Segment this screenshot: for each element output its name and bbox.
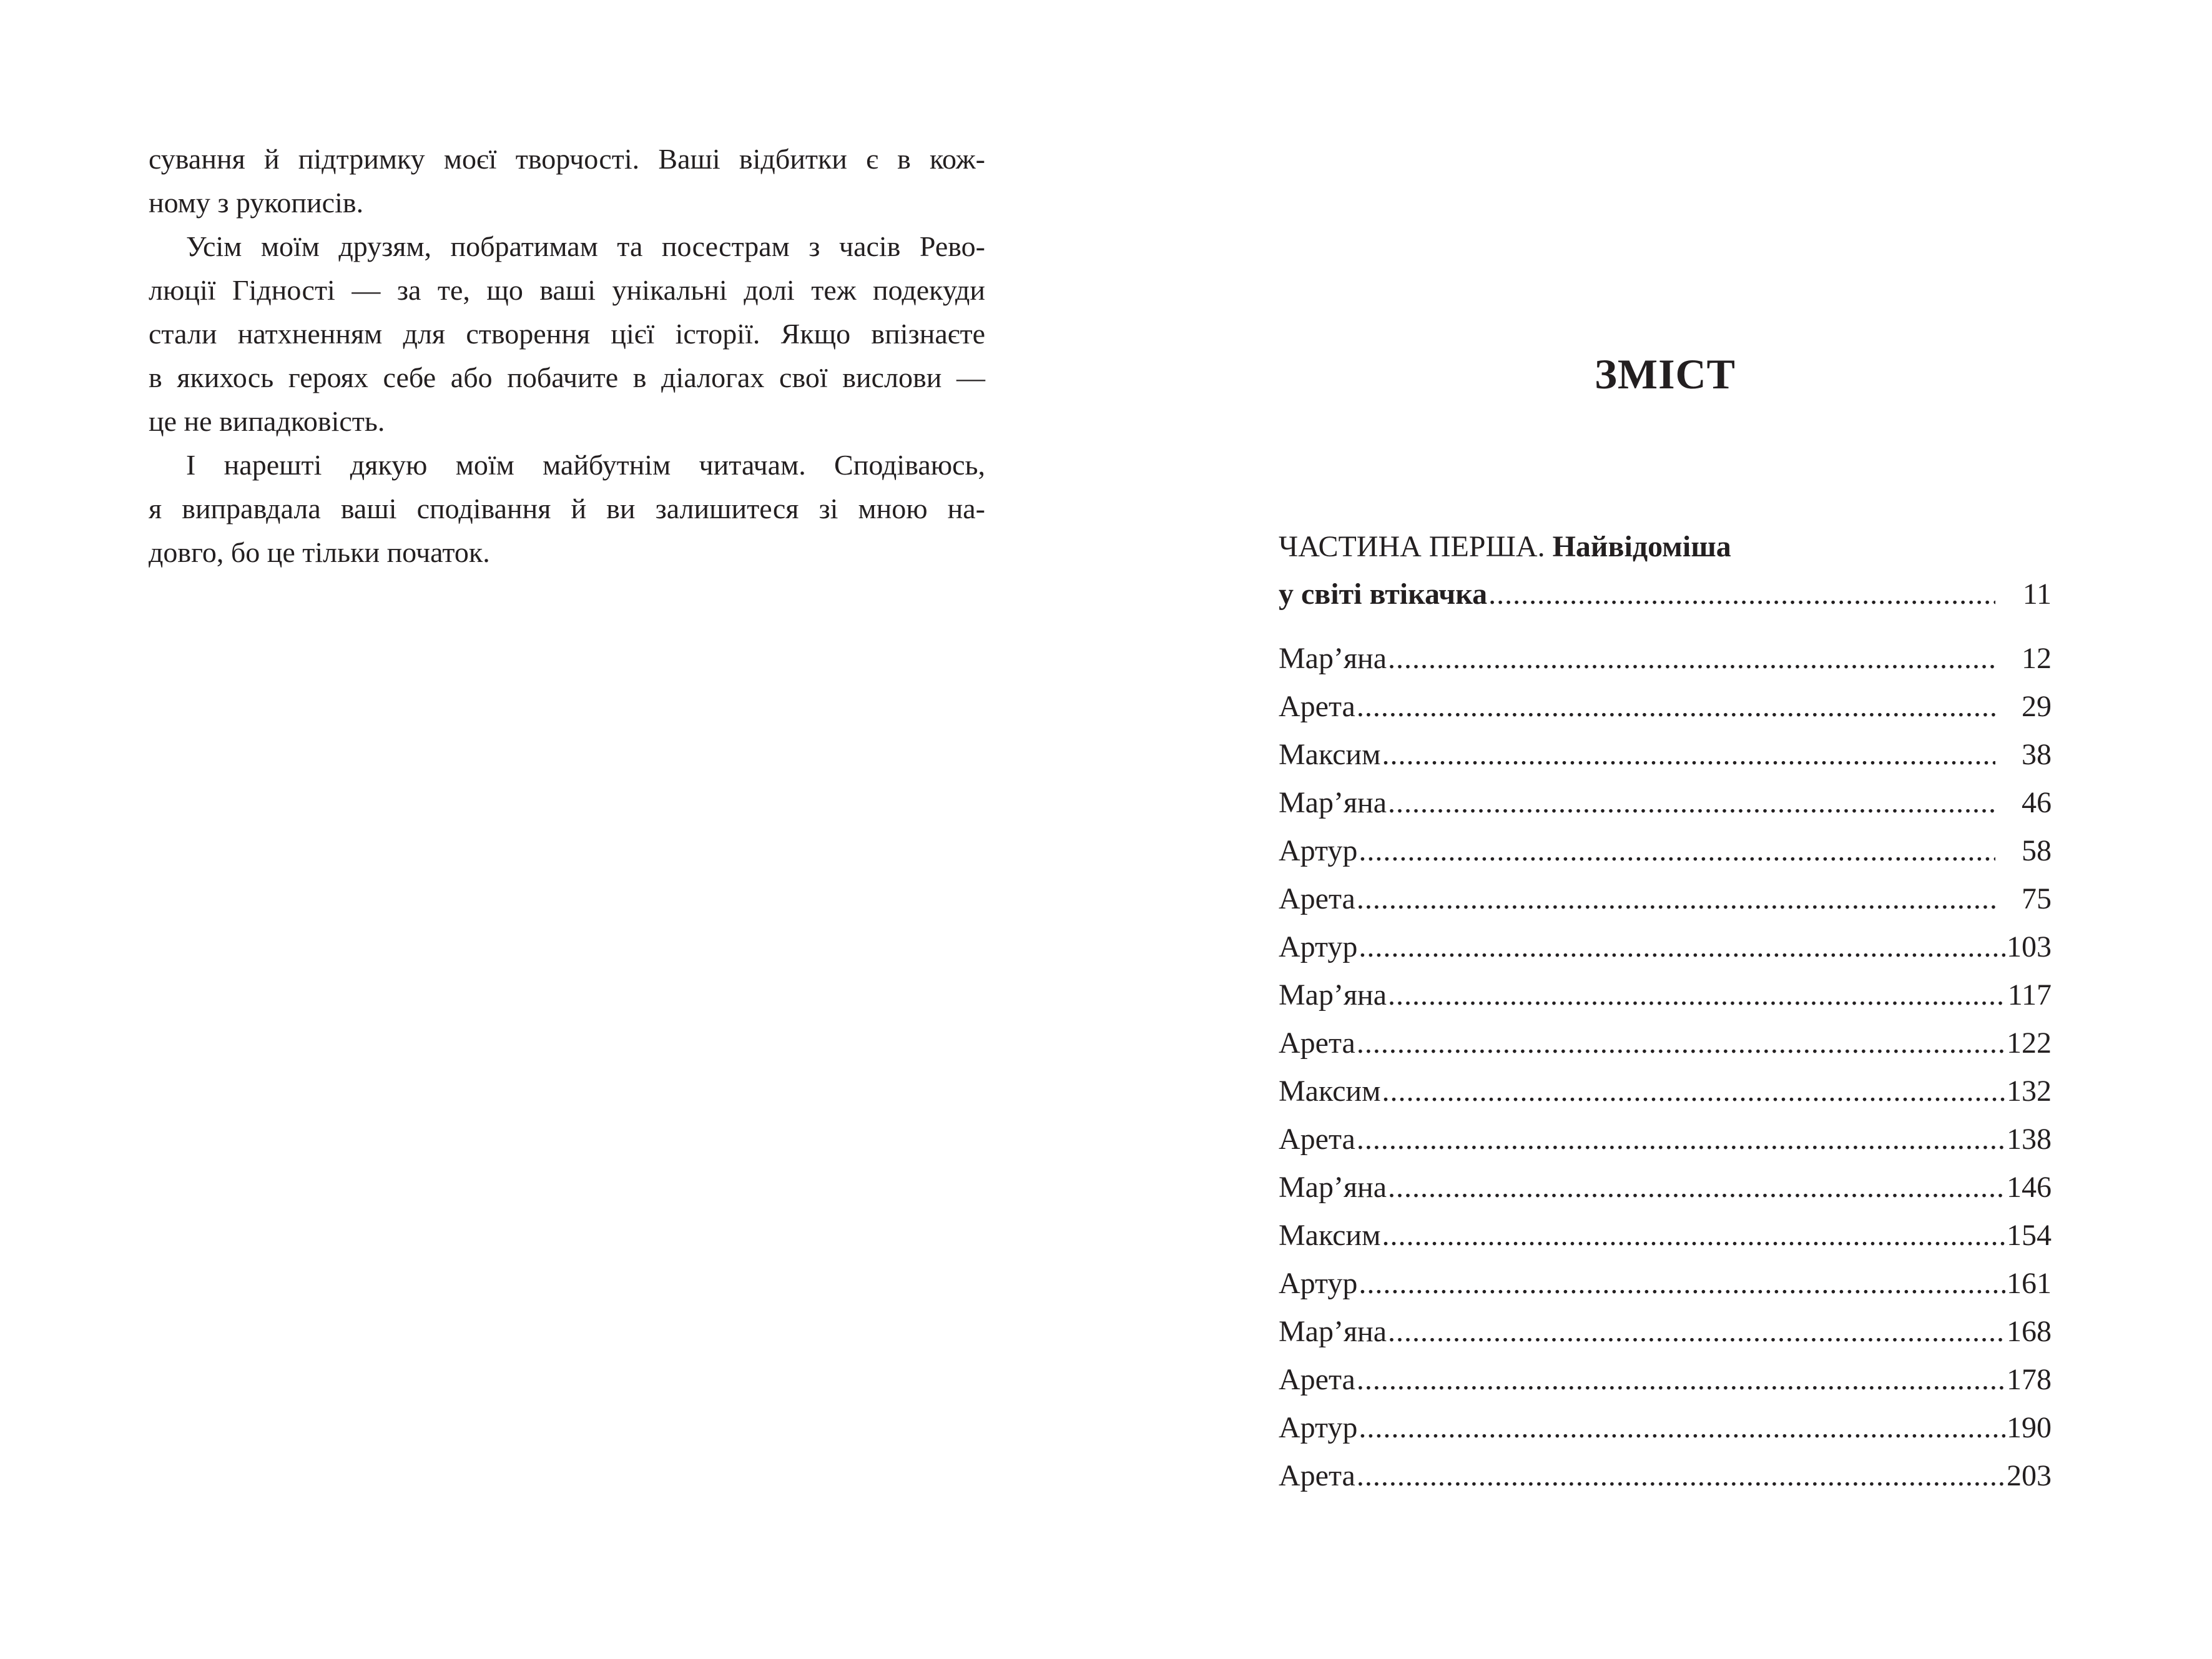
dot-leader <box>1359 1404 2005 1452</box>
page-number: 178 <box>2007 1363 2052 1396</box>
toc-chapter-entry[interactable] <box>1279 1163 2052 1211</box>
dot-leader <box>1388 1163 2005 1211</box>
toc-chapter-entry[interactable] <box>1279 1067 2052 1115</box>
chapter-name: Максим <box>1279 738 1381 771</box>
toc-chapter-entry[interactable] <box>1279 1259 2052 1307</box>
chapter-name: Арета <box>1279 1123 1355 1156</box>
toc-chapter-entry[interactable] <box>1279 1019 2052 1067</box>
dot-leader <box>1388 1307 2005 1356</box>
toc-title: ЗМІСТ <box>1595 350 1736 398</box>
right-page <box>1279 0 2052 1659</box>
toc-chapter-entry[interactable] <box>1279 1452 2052 1500</box>
text-line: люції Гідності — за те, що ваші унікальні долі теж подекуди <box>149 274 985 306</box>
part-label: ЧАСТИНА ПЕРША. <box>1279 530 1545 563</box>
text-line: І нарешті дякую моїм майбутнім читачам. Сподіваюсь, <box>186 449 985 481</box>
dot-leader <box>1488 571 1995 618</box>
chapter-name: Артур <box>1279 1267 1358 1300</box>
dot-leader <box>1357 1019 2005 1067</box>
dot-leader <box>1382 1211 2005 1259</box>
paragraph-3 <box>149 443 985 574</box>
toc-chapter-entry[interactable] <box>1279 923 2052 971</box>
chapter-name: Мар’яна <box>1279 642 1387 675</box>
toc-chapter-entry[interactable] <box>1279 971 2052 1019</box>
chapter-name: Максим <box>1279 1075 1381 1108</box>
toc-chapter-entry[interactable] <box>1279 1307 2052 1356</box>
part-title-line2: у світі втікачка <box>1279 578 1488 611</box>
dot-leader <box>1388 971 2007 1019</box>
toc-chapter-entry[interactable] <box>1279 682 2052 731</box>
page-number: 12 <box>2022 642 2052 675</box>
page-number: 203 <box>2007 1459 2052 1492</box>
toc-chapter-entry[interactable] <box>1279 1211 2052 1259</box>
page-number: 103 <box>2007 930 2052 963</box>
toc-chapter-entry[interactable] <box>1279 1115 2052 1163</box>
toc-row <box>1279 571 2052 618</box>
page-number: 29 <box>2022 690 2052 723</box>
page-number: 132 <box>2007 1075 2052 1108</box>
toc-chapter-entry[interactable] <box>1279 1404 2052 1452</box>
chapter-name: Арета <box>1279 1363 1355 1396</box>
chapter-name: Мар’яна <box>1279 786 1387 819</box>
text-line: в якихось героях себе або побачите в діалогах свої вислови — <box>149 362 985 393</box>
dot-leader <box>1359 923 2005 971</box>
dot-leader <box>1382 1067 2005 1115</box>
page-number: 75 <box>2022 882 2052 915</box>
chapter-name: Арета <box>1279 882 1355 915</box>
toc-part-entry[interactable] <box>1279 523 2052 618</box>
toc-chapter-entry[interactable] <box>1279 827 2052 875</box>
toc-chapter-entry[interactable] <box>1279 875 2052 923</box>
page-number: 58 <box>2022 834 2052 867</box>
page-number: 38 <box>2022 738 2052 771</box>
text-line: ному з рукописів. <box>149 187 364 219</box>
page-number: 154 <box>2007 1219 2052 1252</box>
text-line: довго, бо це тільки початок. <box>149 536 490 568</box>
dot-leader <box>1359 827 1995 875</box>
dot-leader <box>1357 1452 2005 1500</box>
page-number: 161 <box>2007 1267 2052 1300</box>
chapter-list <box>1279 634 2052 1500</box>
paragraph-2 <box>149 225 985 443</box>
text-line: стали натхненням для створення цієї історії. Якщо впізнаєте <box>149 318 985 350</box>
text-line: це не випадковість. <box>149 405 385 437</box>
dot-leader <box>1388 779 1995 827</box>
chapter-name: Арета <box>1279 1026 1355 1060</box>
toc-chapter-entry[interactable] <box>1279 779 2052 827</box>
chapter-name: Артур <box>1279 930 1358 963</box>
toc-chapter-entry[interactable] <box>1279 731 2052 779</box>
page-number: 117 <box>2007 978 2052 1012</box>
chapter-name: Артур <box>1279 1411 1358 1444</box>
chapter-name: Мар’яна <box>1279 1315 1387 1348</box>
dot-leader <box>1357 682 1995 731</box>
paragraph-1 <box>149 137 985 225</box>
dot-leader <box>1388 634 1995 682</box>
chapter-name: Максим <box>1279 1219 1381 1252</box>
left-page <box>149 137 985 574</box>
chapter-name: Артур <box>1279 834 1358 867</box>
text-line: сування й підтримку моєї творчості. Ваші відбитки є в кож- <box>149 143 985 175</box>
dot-leader <box>1357 1115 2005 1163</box>
page-number: 190 <box>2007 1411 2052 1444</box>
dot-leader <box>1357 1356 2005 1404</box>
page-number: 122 <box>2007 1026 2052 1060</box>
part-heading-line <box>1279 523 2052 571</box>
dot-leader <box>1382 731 1995 779</box>
part-title-line1: Найвідоміша <box>1552 530 1731 563</box>
chapter-name: Мар’яна <box>1279 978 1387 1012</box>
dot-leader <box>1357 875 1995 923</box>
toc-chapter-entry[interactable] <box>1279 634 2052 682</box>
chapter-name: Мар’яна <box>1279 1171 1387 1204</box>
page-number: 138 <box>2007 1123 2052 1156</box>
chapter-name: Арета <box>1279 690 1355 723</box>
page-number: 146 <box>2007 1171 2052 1204</box>
page-number: 11 <box>2022 578 2052 611</box>
chapter-name: Арета <box>1279 1459 1355 1492</box>
text-line: Усім моїм друзям, побратимам та посестрам з часів Рево- <box>186 230 985 262</box>
toc-chapter-entry[interactable] <box>1279 1356 2052 1404</box>
dot-leader <box>1359 1259 2005 1307</box>
text-line: я виправдала ваші сподівання й ви залишитеся зі мною на- <box>149 493 985 524</box>
page-number: 168 <box>2007 1315 2052 1348</box>
page-number: 46 <box>2022 786 2052 819</box>
